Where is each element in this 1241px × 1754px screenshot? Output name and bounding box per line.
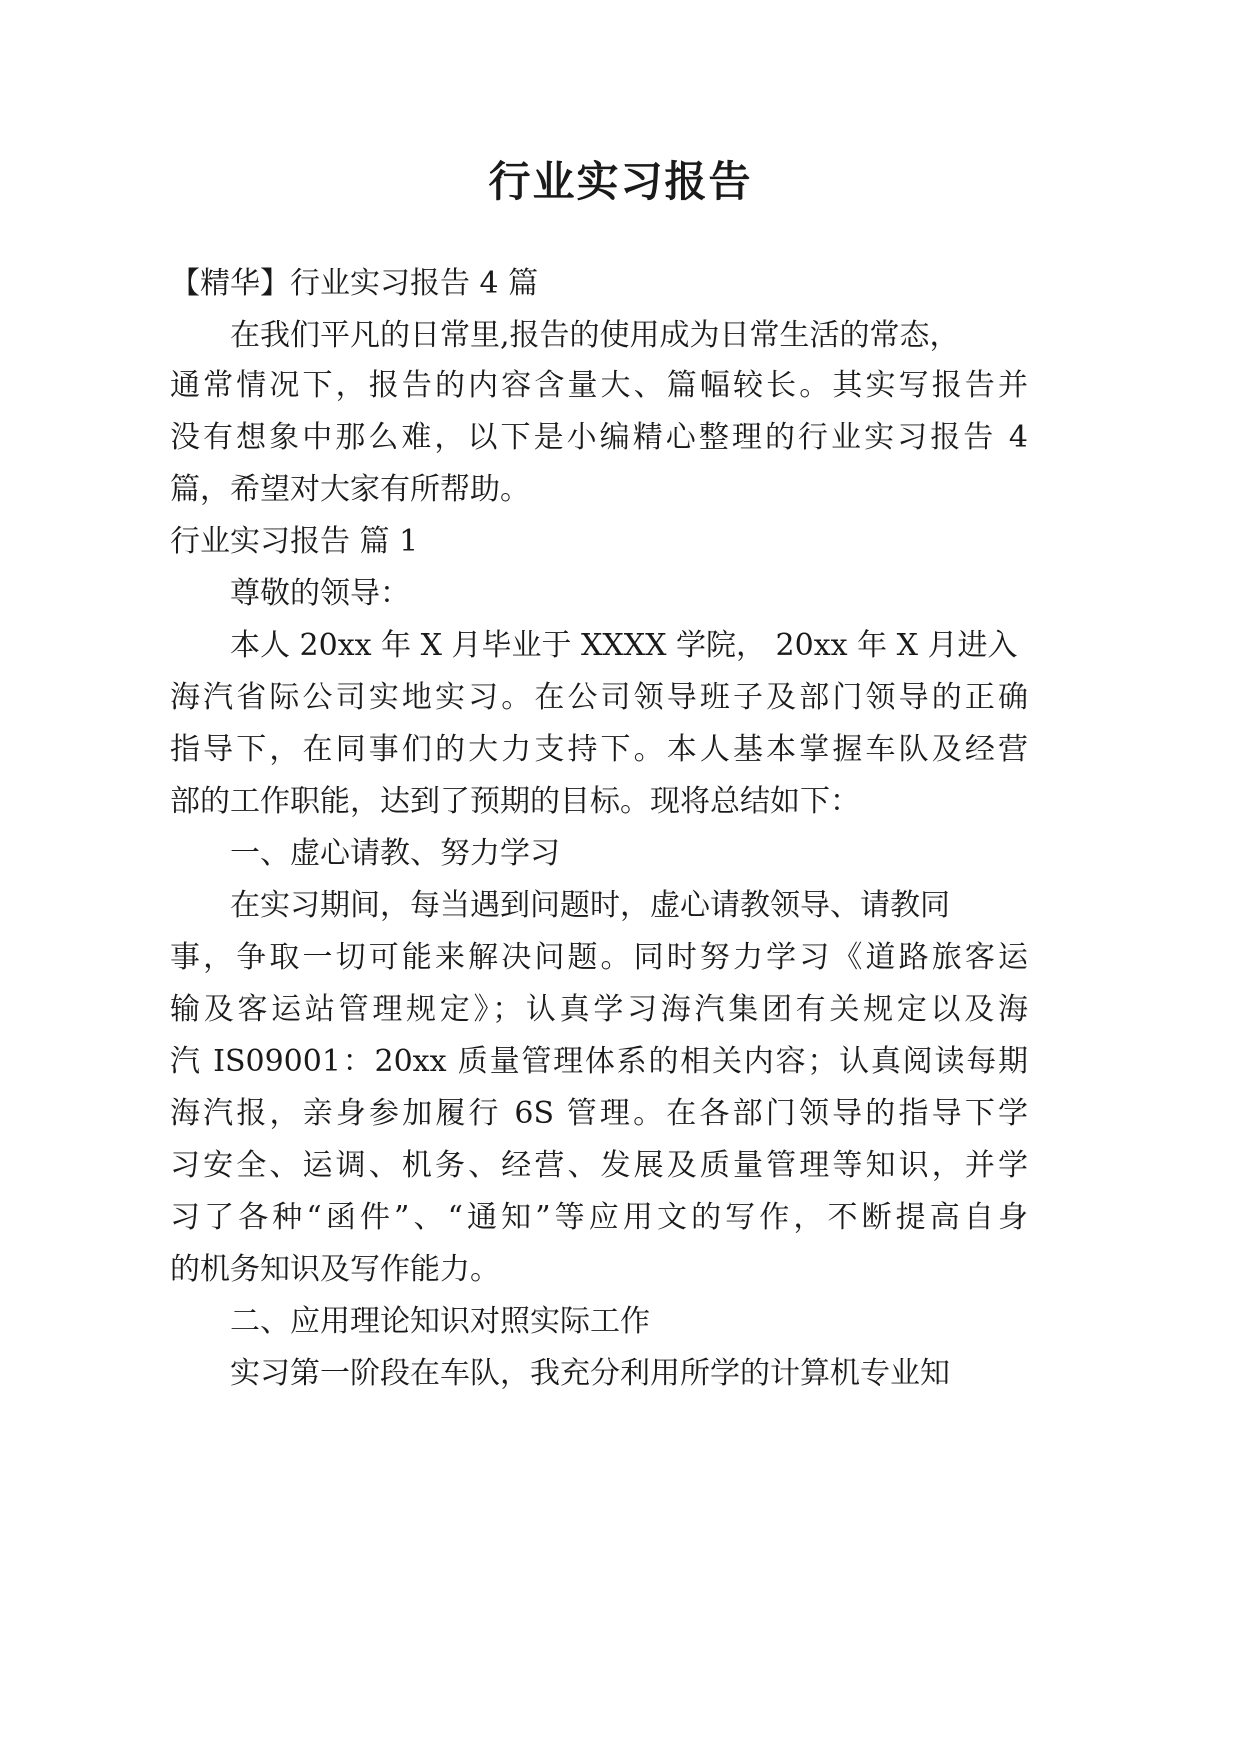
line-text: 部的工作职能，达到了预期的目标。现将总结如下： xyxy=(170,784,860,819)
section-heading: 一、虚心请教、努力学习 xyxy=(230,836,560,871)
text-line xyxy=(0,262,1241,306)
text-line xyxy=(0,468,1241,512)
line-text: 没有想象中那么难，以下是小编精心整理的行业实习报告 4 xyxy=(170,420,1028,455)
text-line xyxy=(0,884,1241,928)
line-text: 指导下，在同事们的大力支持下。本人基本掌握车队及经营 xyxy=(170,732,1028,767)
line-text: 习了各种“函件”、“通知”等应用文的写作，不断提高自身 xyxy=(170,1200,1028,1235)
line-text: 尊敬的领导： xyxy=(230,576,410,611)
text-line xyxy=(0,364,1241,408)
line-text: 的机务知识及写作能力。 xyxy=(170,1252,500,1287)
text-line xyxy=(0,1196,1241,1240)
line-text: 习安全、运调、机务、经营、发展及质量管理等知识，并学 xyxy=(170,1148,1028,1183)
line-text: 通常情况下，报告的内容含量大、篇幅较长。其实写报告并 xyxy=(170,368,1028,403)
text-line xyxy=(0,780,1241,824)
text-line xyxy=(0,520,1241,564)
line-text: 输及客运站管理规定》；认真学习海汽集团有关规定以及海 xyxy=(170,992,1028,1027)
text-line xyxy=(0,624,1241,668)
document-title: 行业实习报告 xyxy=(488,157,753,206)
section-heading: 二、应用理论知识对照实际工作 xyxy=(230,1304,650,1339)
line-text: 在实习期间，每当遇到问题时，虚心请教领导、请教同 xyxy=(230,888,950,923)
text-line xyxy=(0,572,1241,616)
section-heading: 行业实习报告 篇 1 xyxy=(170,524,419,559)
text-line xyxy=(0,1352,1241,1396)
line-text: 本人 20xx 年 X 月毕业于 XXXX 学院， 20xx 年 X 月进入 xyxy=(230,628,1018,663)
line-text: 篇，希望对大家有所帮助。 xyxy=(170,472,530,507)
text-line xyxy=(0,1248,1241,1292)
line-text: 【精华】行业实习报告 4 篇 xyxy=(170,266,539,301)
line-text: 事，争取一切可能来解决问题。同时努力学习《道路旅客运 xyxy=(170,940,1028,975)
line-text: 海汽报，亲身参加履行 6S 管理。在各部门领导的指导下学 xyxy=(170,1096,1028,1131)
text-line xyxy=(0,1144,1241,1188)
text-line xyxy=(0,416,1241,460)
text-line xyxy=(0,1040,1241,1084)
text-line xyxy=(0,314,1241,358)
text-line xyxy=(0,1092,1241,1136)
text-line xyxy=(0,988,1241,1032)
line-text: 实习第一阶段在车队，我充分利用所学的计算机专业知 xyxy=(230,1356,950,1391)
text-line xyxy=(0,1300,1241,1344)
line-text: 在我们平凡的日常里,报告的使用成为日常生活的常态， xyxy=(230,318,960,353)
text-line xyxy=(0,676,1241,720)
line-text: 海汽省际公司实地实习。在公司领导班子及部门领导的正确 xyxy=(170,680,1028,715)
text-line xyxy=(0,936,1241,980)
text-line xyxy=(0,832,1241,876)
text-line xyxy=(0,728,1241,772)
line-text: 汽 IS09001：20xx 质量管理体系的相关内容；认真阅读每期 xyxy=(170,1044,1028,1079)
